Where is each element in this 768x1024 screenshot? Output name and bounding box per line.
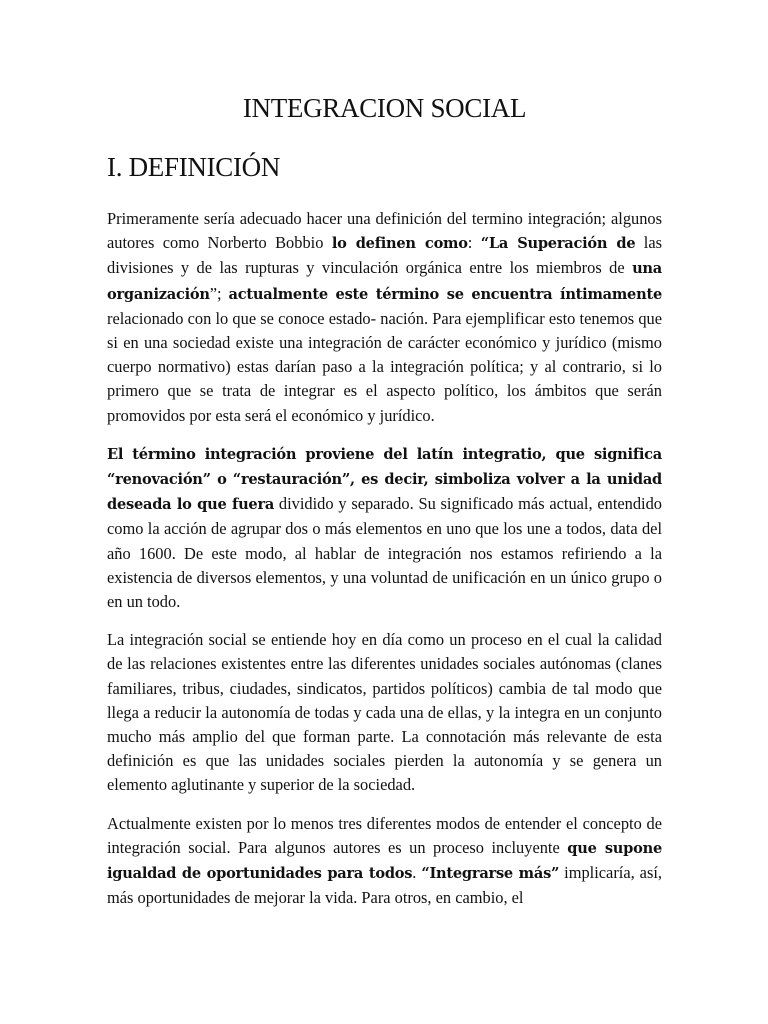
paragraph-1 (107, 207, 662, 428)
document-title: INTEGRACION SOCIAL (242, 93, 527, 123)
paragraph-2 (107, 442, 662, 614)
paragraph-3 (107, 628, 662, 797)
paragraph-4 (107, 812, 662, 911)
text-run: ”; (209, 283, 229, 303)
text-run: las divisiones y de las rupturas y vinculación orgánica entre los miembros de (107, 233, 663, 278)
text-run: . (412, 863, 422, 883)
bold-text-run: El término integración proviene del latín integratio, que significa “renovación” o “restauración”, es decir, simboliza volver a la unidad deseada lo que fuera (107, 445, 662, 514)
text-run: implicaría, así, más oportunidades de mejorar la vida. Para otros, en cambio, el (107, 863, 662, 908)
bold-text-run: “Integrarse más” (421, 865, 560, 883)
text-run: : (467, 233, 481, 253)
bold-text-run: una organización (107, 260, 662, 303)
bold-text-run: lo definen como (331, 235, 468, 253)
text-run: Actualmente existen por lo menos tres diferentes modos de entender el concepto de integración social. Para algunos autores es un proceso incluyente (107, 813, 662, 857)
bold-text-run: actualmente este término se encuentra íntimamente (228, 285, 662, 303)
text-run: Primeramente sería adecuado hacer una definición del termino integración; algunos autores como Norberto Bobbio (107, 209, 662, 253)
text-run: dividido y separado. Su significado más actual, entendido como la acción de agrupar dos o más elementos en uno que los une a todos, data del año 1600. De este modo, al hablar de integración nos estamos refiriendo a la existencia de diversos elementos, y una voluntad de unificación en un único grupo o en un todo. (107, 494, 662, 612)
bold-text-run: “La Superación de (480, 235, 636, 253)
section-heading: I. DEFINICIÓN (107, 152, 281, 182)
text-run: La integración social se entiende hoy en día como un proceso en el cual la calidad de las relaciones existentes entre las diferentes unidades sociales autónomas (clanes familiares, tribus, ciudades, sindicatos, partidos políticos) cambia de tal modo que llega a reducir la autonomía de todas y cada una de ellas, y la integra en un conjunto mucho más amplio del que forman parte. La connotación más relevante de esta definición es que las unidades sociales pierden la autonomía y se genera un elemento aglutinante y superior de la sociedad. (107, 630, 662, 795)
text-run: relacionado con lo que se conoce estado- nación. Para ejemplificar esto tenemos que si en una sociedad existe una integración de carácter económico y jurídico (mismo cuerpo normativo) estas darían paso a la integración política; y al contrario, si lo primero que se trata de integrar es el aspecto político, los ámbitos que serán promovidos por esta será el económico y jurídico. (107, 308, 662, 425)
bold-text-run: que supone igualdad de oportunidades para todos (107, 839, 662, 883)
